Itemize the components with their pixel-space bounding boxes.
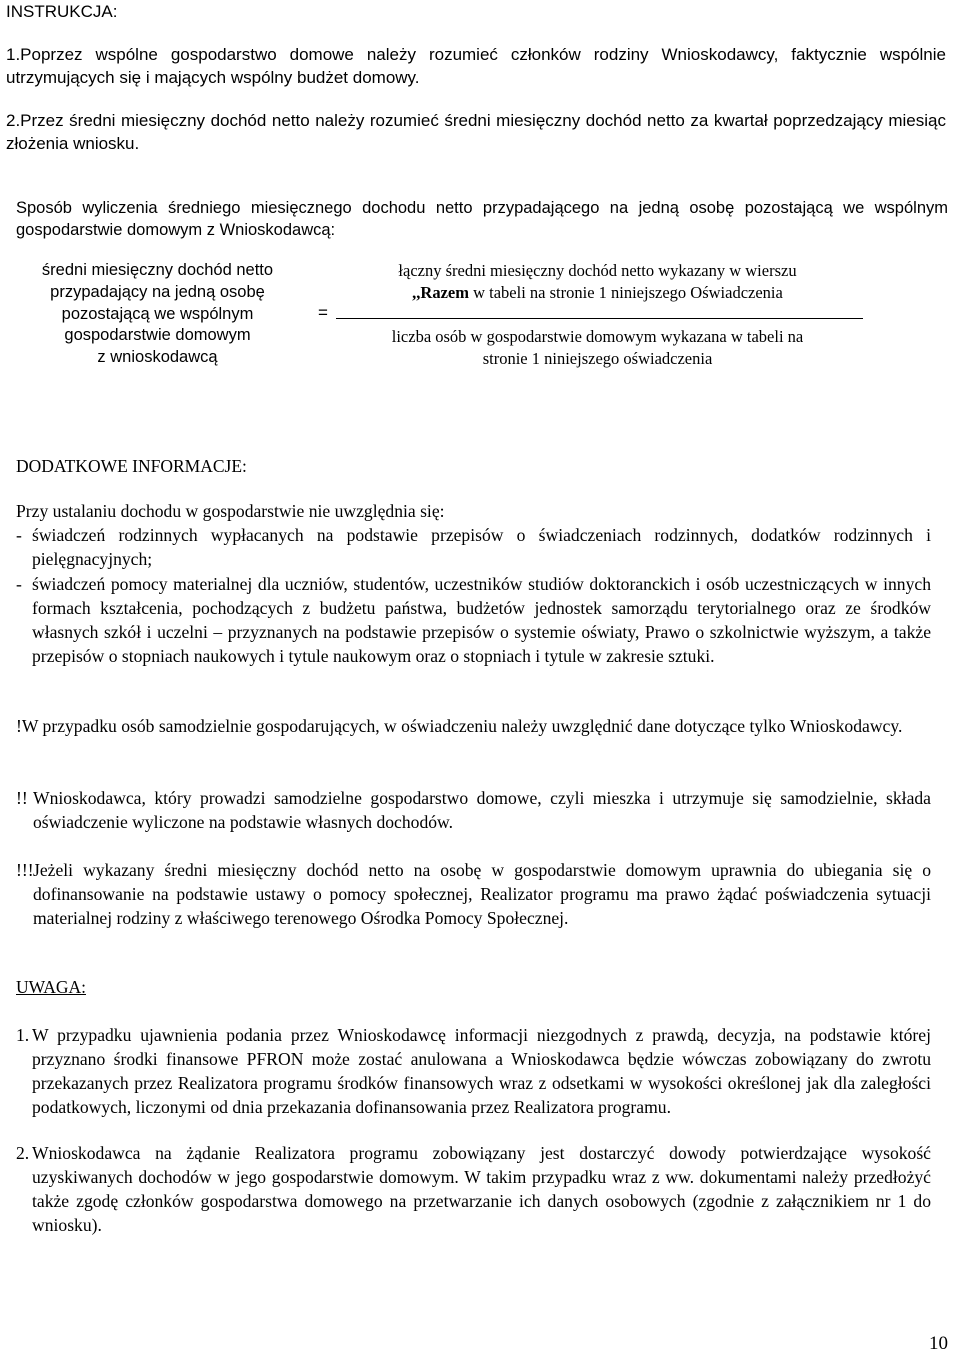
uwaga-num-2: 2.	[16, 1143, 30, 1163]
formula-left-line: z wnioskodawcą	[97, 348, 218, 367]
note-3: Jeżeli wykazany średni miesięczny dochód netto na osobę w gospodarstwie domowym uprawnia do ubiegania się o dofinansowanie na podstawie ustawy o pomocy społecznej, Realizator programu ma prawo żądać poświadczenia sytuacji materialnej rodziny z właściwego terenowego Ośrodka Pomocy Społecznej.	[33, 860, 931, 928]
denominator-line-1: liczba osób w gospodarstwie domowym wykazana w tabeli na	[391, 327, 804, 346]
instrukcja-item-1: 1.Poprzez wspólne gospodarstwo domowe należy rozumieć członków rodziny Wnioskodawcy, faktycznie wspólnie utrzymujących się i mających wspólny budżet domowy.	[6, 45, 946, 87]
formula-denominator	[330, 326, 865, 370]
bullet-dash: -	[16, 525, 22, 545]
dodatkowe-intro: Przy ustalaniu dochodu w gospodarstwie nie uwzględnia się:	[16, 501, 445, 521]
denominator-line-2: stronie 1 niniejszego oświadczenia	[482, 349, 713, 368]
numerator-line-2-rest: w tabeli na stronie 1 niniejszego Oświadczenia	[468, 283, 783, 302]
note-3-prefix: !!!	[16, 860, 34, 880]
uwaga-item-1: W przypadku ujawnienia podania przez Wnioskodawcę informacji niezgodnych z prawdą, decyzja, na podstawie której przyznano środki finansowe PFRON może zostać anulowana a Wnioskodawca będzie wówczas zobowiązany do zwrotu przekazanych przez Realizatora programu środków finansowych wraz z odsetkami w wysokości określonej jak dla zaległości podatkowych, liczonymi od dnia przekazania dofinansowania przez Realizatora programu.	[32, 1025, 931, 1117]
note-1	[16, 714, 936, 738]
formula-numerator	[330, 260, 865, 304]
numerator-line-2	[330, 282, 865, 304]
uwaga-item-2: Wnioskodawca na żądanie Realizatora programu zobowiązany jest dostarczyć dowody potwierdzające wysokość uzyskiwanych dochodów w jego gospodarstwie domowym. W takim przypadku wraz z ww. dokumentami należy przedłożyć także zgodę członków gospodarstwa domowego na przetwarzanie ich danych osobowych (zgodnie z załącznikiem nr 1 do wniosku).	[32, 1143, 931, 1235]
bullet-item-1: świadczeń rodzinnych wypłacanych na podstawie przepisów o świadczeniach rodzinnych, dodatków rodzinnych i pielęgnacyjnych;	[32, 525, 931, 569]
page-number: 10	[929, 1333, 948, 1354]
fraction-line	[336, 318, 863, 319]
formula-left-line: przypadający na jedną osobę	[50, 282, 265, 301]
instrukcja-item-2: 2.Przez średni miesięczny dochód netto należy rozumieć średni miesięczny dochód netto za kwartał poprzedzający miesiąc złożenia wniosku.	[6, 111, 946, 153]
formula-left-line: pozostającą we wspólnym	[61, 304, 254, 323]
formula-left-line: średni miesięczny dochód netto	[41, 261, 274, 279]
formula-equals-sign: =	[318, 303, 328, 322]
numerator-bold-razem: ,,Razem	[412, 283, 469, 302]
note-2-prefix: !!	[16, 788, 28, 808]
formula-left-label	[20, 260, 295, 369]
uwaga-heading: UWAGA:	[16, 977, 86, 997]
dodatkowe-heading: DODATKOWE INFORMACJE:	[16, 456, 247, 476]
note-2: Wnioskodawca, który prowadzi samodzielne gospodarstwo domowe, czyli mieszka i utrzymuje się samodzielnie, składa oświadczenie wyliczone na podstawie własnych dochodów.	[33, 788, 931, 832]
note-1-text: !W przypadku osób samodzielnie gospodarujących, w oświadczeniu należy uwzględnić dane dotyczące tylko Wnioskodawcy.	[16, 716, 903, 736]
instrukcja-heading: INSTRUKCJA:	[6, 2, 118, 21]
numerator-line-1: łączny średni miesięczny dochód netto wykazany w wierszu	[398, 261, 797, 280]
uwaga-num-1: 1.	[16, 1025, 30, 1045]
bullet-item-2: świadczeń pomocy materialnej dla uczniów, studentów, uczestników studiów doktoranckich i osób uczestniczących w innych formach kształcenia, pochodzących z budżetu państwa, budżetów jednostek samorządu terytorialnego oraz ze środków własnych szkół i uczelni – przyznanych na podstawie przepisów o systemie oświaty, Prawo o szkolnictwie wyższym, a także przepisów o stopniach naukowych i tytule naukowym oraz o stopniach i tytule w zakresie sztuki.	[32, 574, 931, 666]
bullet-dash: -	[16, 574, 22, 594]
formula-left-line: gospodarstwie domowym	[64, 326, 251, 345]
sposob-wyliczenia: Sposób wyliczenia średniego miesięcznego dochodu netto przypadającego na jedną osobę pozostającą we wspólnym gospodarstwie domowym z Wnioskodawcą:	[16, 199, 948, 239]
